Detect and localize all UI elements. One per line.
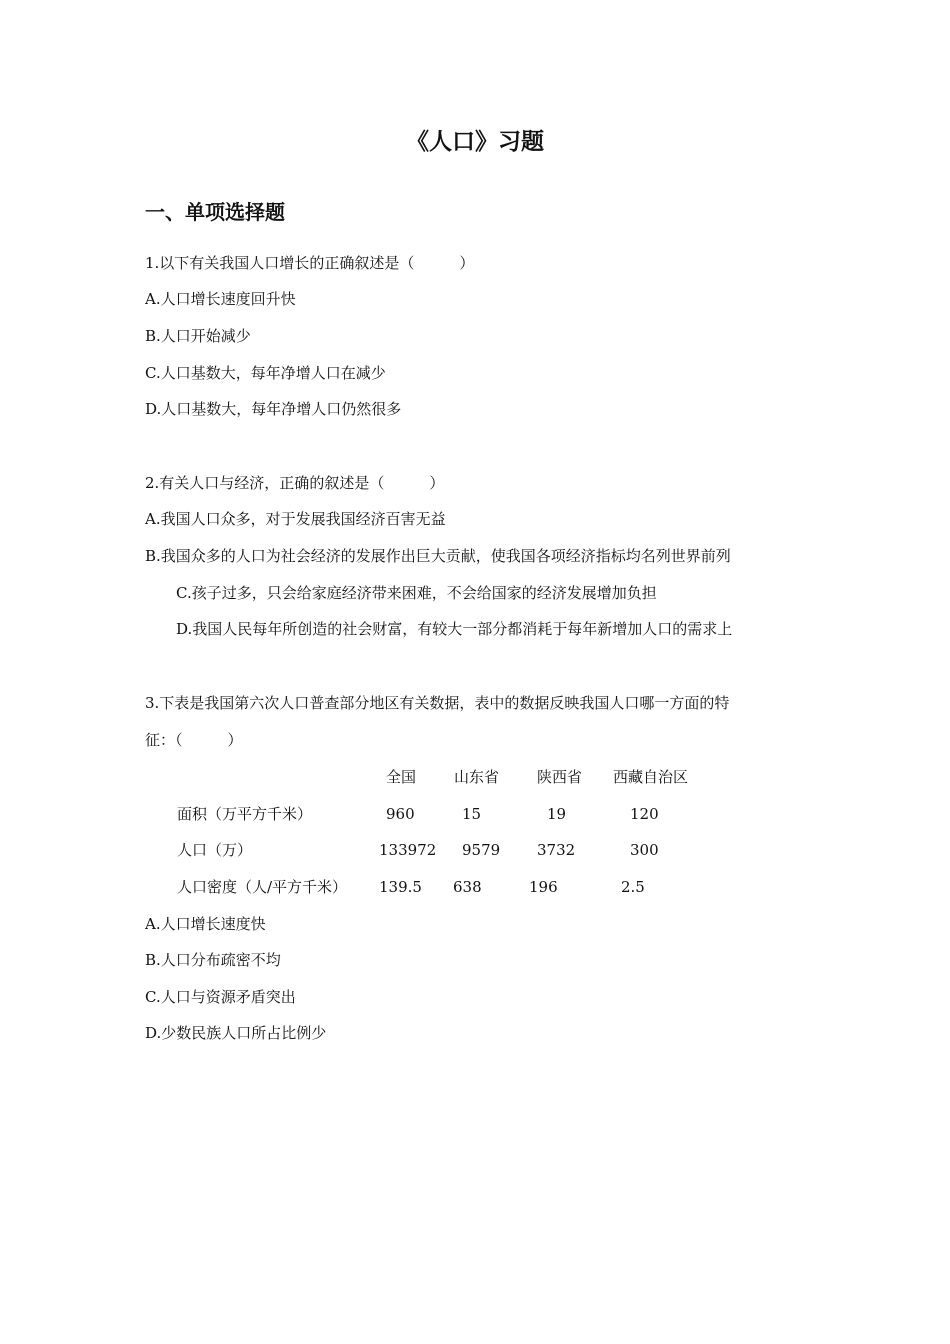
question-1-option-a: A.人口增长速度回升快 — [145, 290, 296, 308]
question-1-option-c: C.人口基数大，每年净增人口在减少 — [145, 364, 386, 382]
question-2-option-b: B.我国众多的人口为社会经济的发展作出巨大贡献，使我国各项经济指标均名列世界前列 — [145, 547, 731, 565]
question-3-option-d: D.少数民族人口所占比例少 — [145, 1024, 327, 1042]
question-2-option-a: A.我国人口众多，对于发展我国经济百害无益 — [145, 510, 446, 528]
table-row-label: 面积（万平方千米） — [177, 805, 313, 823]
table-cell: 2.5 — [621, 878, 645, 896]
table-cell: 139.5 — [379, 878, 422, 896]
table-header-shandong: 山东省 — [454, 768, 500, 786]
table-cell: 120 — [630, 805, 659, 823]
table-cell: 638 — [453, 878, 482, 896]
question-3-option-a: A.人口增长速度快 — [145, 915, 266, 933]
question-1-option-d: D.人口基数大，每年净增人口仍然很多 — [145, 400, 402, 418]
table-header-national: 全国 — [386, 768, 417, 786]
question-3-stem-line-1: 3.下表是我国第六次人口普查部分地区有关数据，表中的数据反映我国人口哪一方面的特 — [145, 694, 730, 712]
question-3-stem-line-2: 征：（ ） — [145, 731, 243, 749]
table-cell: 196 — [529, 878, 558, 896]
table-cell: 9579 — [462, 841, 501, 859]
table-header-shaanxi: 陕西省 — [537, 768, 583, 786]
table-header-tibet: 西藏自治区 — [613, 768, 689, 786]
table-cell: 3732 — [537, 841, 576, 859]
table-cell: 300 — [630, 841, 659, 859]
section-heading: 一、单项选择题 — [145, 200, 285, 224]
question-1-stem: 1.以下有关我国人口增长的正确叙述是（ ） — [145, 254, 475, 272]
question-1-option-b: B.人口开始减少 — [145, 327, 251, 345]
question-3-option-c: C.人口与资源矛盾突出 — [145, 988, 296, 1006]
question-3-option-b: B.人口分布疏密不均 — [145, 951, 281, 969]
question-2-stem: 2.有关人口与经济，正确的叙述是（ ） — [145, 474, 445, 492]
table-row-label: 人口（万） — [177, 841, 253, 859]
table-row-label: 人口密度（人/平方千米） — [177, 878, 348, 896]
table-cell: 19 — [547, 805, 567, 823]
page-title: 《人口》习题 — [406, 129, 544, 155]
table-cell: 133972 — [379, 841, 437, 859]
question-2-option-c: C.孩子过多，只会给家庭经济带来困难，不会给国家的经济发展增加负担 — [176, 584, 657, 602]
table-cell: 960 — [386, 805, 415, 823]
question-2-option-d: D.我国人民每年所创造的社会财富，有较大一部分都消耗于每年新增加人口的需求上 — [176, 620, 733, 638]
table-cell: 15 — [462, 805, 482, 823]
